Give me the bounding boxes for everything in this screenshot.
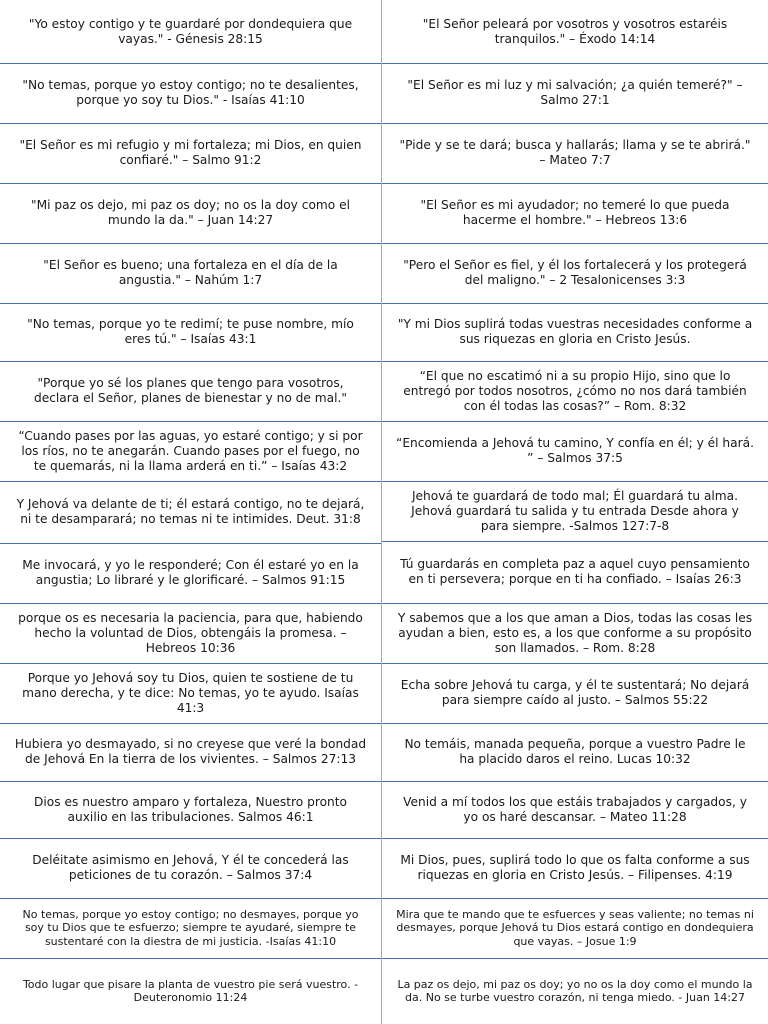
verse-left-15 bbox=[0, 838, 381, 898]
verse-left-11 bbox=[0, 603, 381, 663]
verse-text: "El Señor es bueno; una fortaleza en el día de la angustia." – Nahúm 1:7 bbox=[43, 258, 338, 287]
verse-right-7 bbox=[382, 361, 768, 421]
verse-right-8 bbox=[382, 421, 768, 481]
verse-text: Mira que te mando que te esfuerces y seas valiente; no temas ni desmayes, porque Jehová tu Dios estará contigo en dondequiera que vayas. – Josue 1:9 bbox=[396, 907, 754, 948]
verse-right-4 bbox=[382, 183, 768, 243]
verse-text: Todo lugar que pisare la planta de vuestro pie será vuestro. - Deuteronomio 11:24 bbox=[22, 977, 359, 1004]
verse-text: “Cuando pases por las aguas, yo estaré contigo; y si por los ríos, no te anegarán. Cuando pases por el fuego, no te quemarás, ni la llama arderá en ti.” – Isaías 43:2 bbox=[18, 428, 363, 473]
verse-right-6 bbox=[382, 303, 768, 361]
verse-text: Deléitate asimismo en Jehová, Y él te concederá las peticiones de tu corazón. – Salmos 37:4 bbox=[32, 853, 349, 882]
verse-right-10 bbox=[382, 541, 768, 603]
verse-text: "Pero el Señor es fiel, y él los fortalecerá y los protegerá del maligno." – 2 Tesalonicenses 3:3 bbox=[403, 258, 747, 287]
verse-text: "Yo estoy contigo y te guardaré por dondequiera que vayas." - Génesis 28:15 bbox=[28, 16, 353, 46]
verse-right-17 bbox=[382, 958, 768, 1024]
verse-right-13 bbox=[382, 723, 768, 781]
verse-right-15 bbox=[382, 838, 768, 898]
verse-right-11 bbox=[382, 603, 768, 663]
verse-left-14 bbox=[0, 781, 381, 838]
verse-text: "El Señor es mi luz y mi salvación; ¿a quién temeré?" – Salmo 27:1 bbox=[407, 78, 743, 107]
verse-text: No temas, porque yo estoy contigo; no desmayes, porque yo soy tu Dios que te esfuerzo; siempre te ayudaré, siempre te sustentaré con la diestra de mi justicia. -Isaías 41:10 bbox=[22, 907, 359, 948]
verse-left-3 bbox=[0, 123, 381, 183]
verse-text: "No temas, porque yo estoy contigo; no te desalientes, porque yo soy tu Dios." - Isaías 41:10 bbox=[22, 78, 359, 107]
verse-right-3 bbox=[382, 123, 768, 183]
verse-right-12 bbox=[382, 663, 768, 723]
verse-left-4 bbox=[0, 183, 381, 243]
verse-left-17 bbox=[0, 958, 381, 1024]
verse-text: porque os es necesaria la paciencia, para que, habiendo hecho la voluntad de Dios, obtengáis la promesa. – Hebreos 10:36 bbox=[18, 610, 363, 655]
verse-text: La paz os dejo, mi paz os doy; yo no os la doy como el mundo la da. No se turbe vuestro corazón, ni tenga miedo. - Juan 14:27 bbox=[397, 977, 753, 1004]
verse-right-2 bbox=[382, 63, 768, 123]
verse-text: "El Señor peleará por vosotros y vosotros estaréis tranquilos." – Éxodo 14:14 bbox=[422, 16, 728, 46]
verse-text: "El Señor es mi ayudador; no temeré lo que pueda hacerme el hombre." – Hebreos 13:6 bbox=[420, 198, 730, 227]
verse-text: "No temas, porque yo te redimí; te puse nombre, mío eres tú." – Isaías 43:1 bbox=[27, 317, 354, 346]
verse-text: No temáis, manada pequeña, porque a vuestro Padre le ha placido daros el reino. Lucas 10:32 bbox=[404, 737, 746, 766]
verse-left-16 bbox=[0, 898, 381, 958]
verse-text: Venid a mí todos los que estáis trabajados y cargados, y yo os haré descansar. – Mateo 11:28 bbox=[403, 794, 747, 824]
verse-text: "El Señor es mi refugio y mi fortaleza; mi Dios, en quien confiaré." – Salmo 91:2 bbox=[19, 138, 362, 167]
verse-right-1 bbox=[382, 0, 768, 63]
verse-left-13 bbox=[0, 723, 381, 781]
verse-left-7 bbox=[0, 361, 381, 421]
verse-text: "Mi paz os dejo, mi paz os doy; no os la doy como el mundo la da." – Juan 14:27 bbox=[30, 198, 351, 227]
verse-left-6 bbox=[0, 303, 381, 361]
verse-text: Me invocará, y yo le responderé; Con él estaré yo en la angustia; Lo libraré y le glorificaré. – Salmos 91:15 bbox=[22, 558, 359, 587]
verse-text: “Encomienda a Jehová tu camino, Y confía en él; y él hará. ” – Salmos 37:5 bbox=[396, 436, 754, 465]
verse-text: "Pide y se te dará; busca y hallarás; llama y se te abrirá." – Mateo 7:7 bbox=[399, 138, 751, 167]
verse-right-9 bbox=[382, 481, 768, 541]
verse-text: Jehová te guardará de todo mal; Él guardará tu alma. Jehová guardará tu salida y tu entrada Desde ahora y para siempre. -Salmos 127:7-8 bbox=[411, 488, 739, 533]
verse-text: Porque yo Jehová soy tu Dios, quien te sostiene de tu mano derecha, y te dice: No temas, yo te ayudo. Isaías 41:3 bbox=[22, 670, 359, 715]
verse-text: “El que no escatimó ni a su propio Hijo, sino que lo entregó por todos nosotros, ¿cómo no nos dará también con él todas las cosas?” – Rom. 8:32 bbox=[403, 368, 747, 413]
verse-left-8 bbox=[0, 421, 381, 481]
verse-right-14 bbox=[382, 781, 768, 838]
verse-right-5 bbox=[382, 243, 768, 303]
verse-text: Y sabemos que a los que aman a Dios, todas las cosas les ayudan a bien, esto es, a los que conforme a su propósito son llamados. – Rom. 8:28 bbox=[397, 610, 753, 655]
verse-left-5 bbox=[0, 243, 381, 303]
verse-left-12 bbox=[0, 663, 381, 723]
verse-left-2 bbox=[0, 63, 381, 123]
verse-left-1 bbox=[0, 0, 381, 63]
verse-text: "Y mi Dios suplirá todas vuestras necesidades conforme a sus riquezas en gloria en Cristo Jesús. bbox=[397, 317, 753, 346]
verse-right-16 bbox=[382, 898, 768, 958]
verse-text: Mi Dios, pues, suplirá todo lo que os falta conforme a sus riquezas en gloria en Cristo Jesús. – Filipenses. 4:19 bbox=[400, 853, 750, 882]
verse-text: Hubiera yo desmayado, si no creyese que veré la bondad de Jehová En la tierra de los vivientes. – Salmos 27:13 bbox=[14, 737, 367, 766]
verse-text: Y Jehová va delante de ti; él estará contigo, no te dejará, ni te desamparará; no temas ni te intimides. Deut. 31:8 bbox=[16, 497, 365, 526]
verse-left-10 bbox=[0, 543, 381, 603]
verse-text: Echa sobre Jehová tu carga, y él te sustentará; No dejará para siempre caído al justo. – Salmos 55:22 bbox=[400, 678, 750, 707]
verse-text: Dios es nuestro amparo y fortaleza, Nuestro pronto auxilio en las tribulaciones. Salmos 46:1 bbox=[34, 794, 347, 824]
verse-text: Tú guardarás en completa paz a aquel cuyo pensamiento en ti persevera; porque en ti ha confiado. – Isaías 26:3 bbox=[400, 557, 750, 586]
verse-text: "Porque yo sé los planes que tengo para vosotros, declara el Señor, planes de bienestar y no de mal." bbox=[33, 376, 347, 405]
verse-left-9 bbox=[0, 481, 381, 543]
